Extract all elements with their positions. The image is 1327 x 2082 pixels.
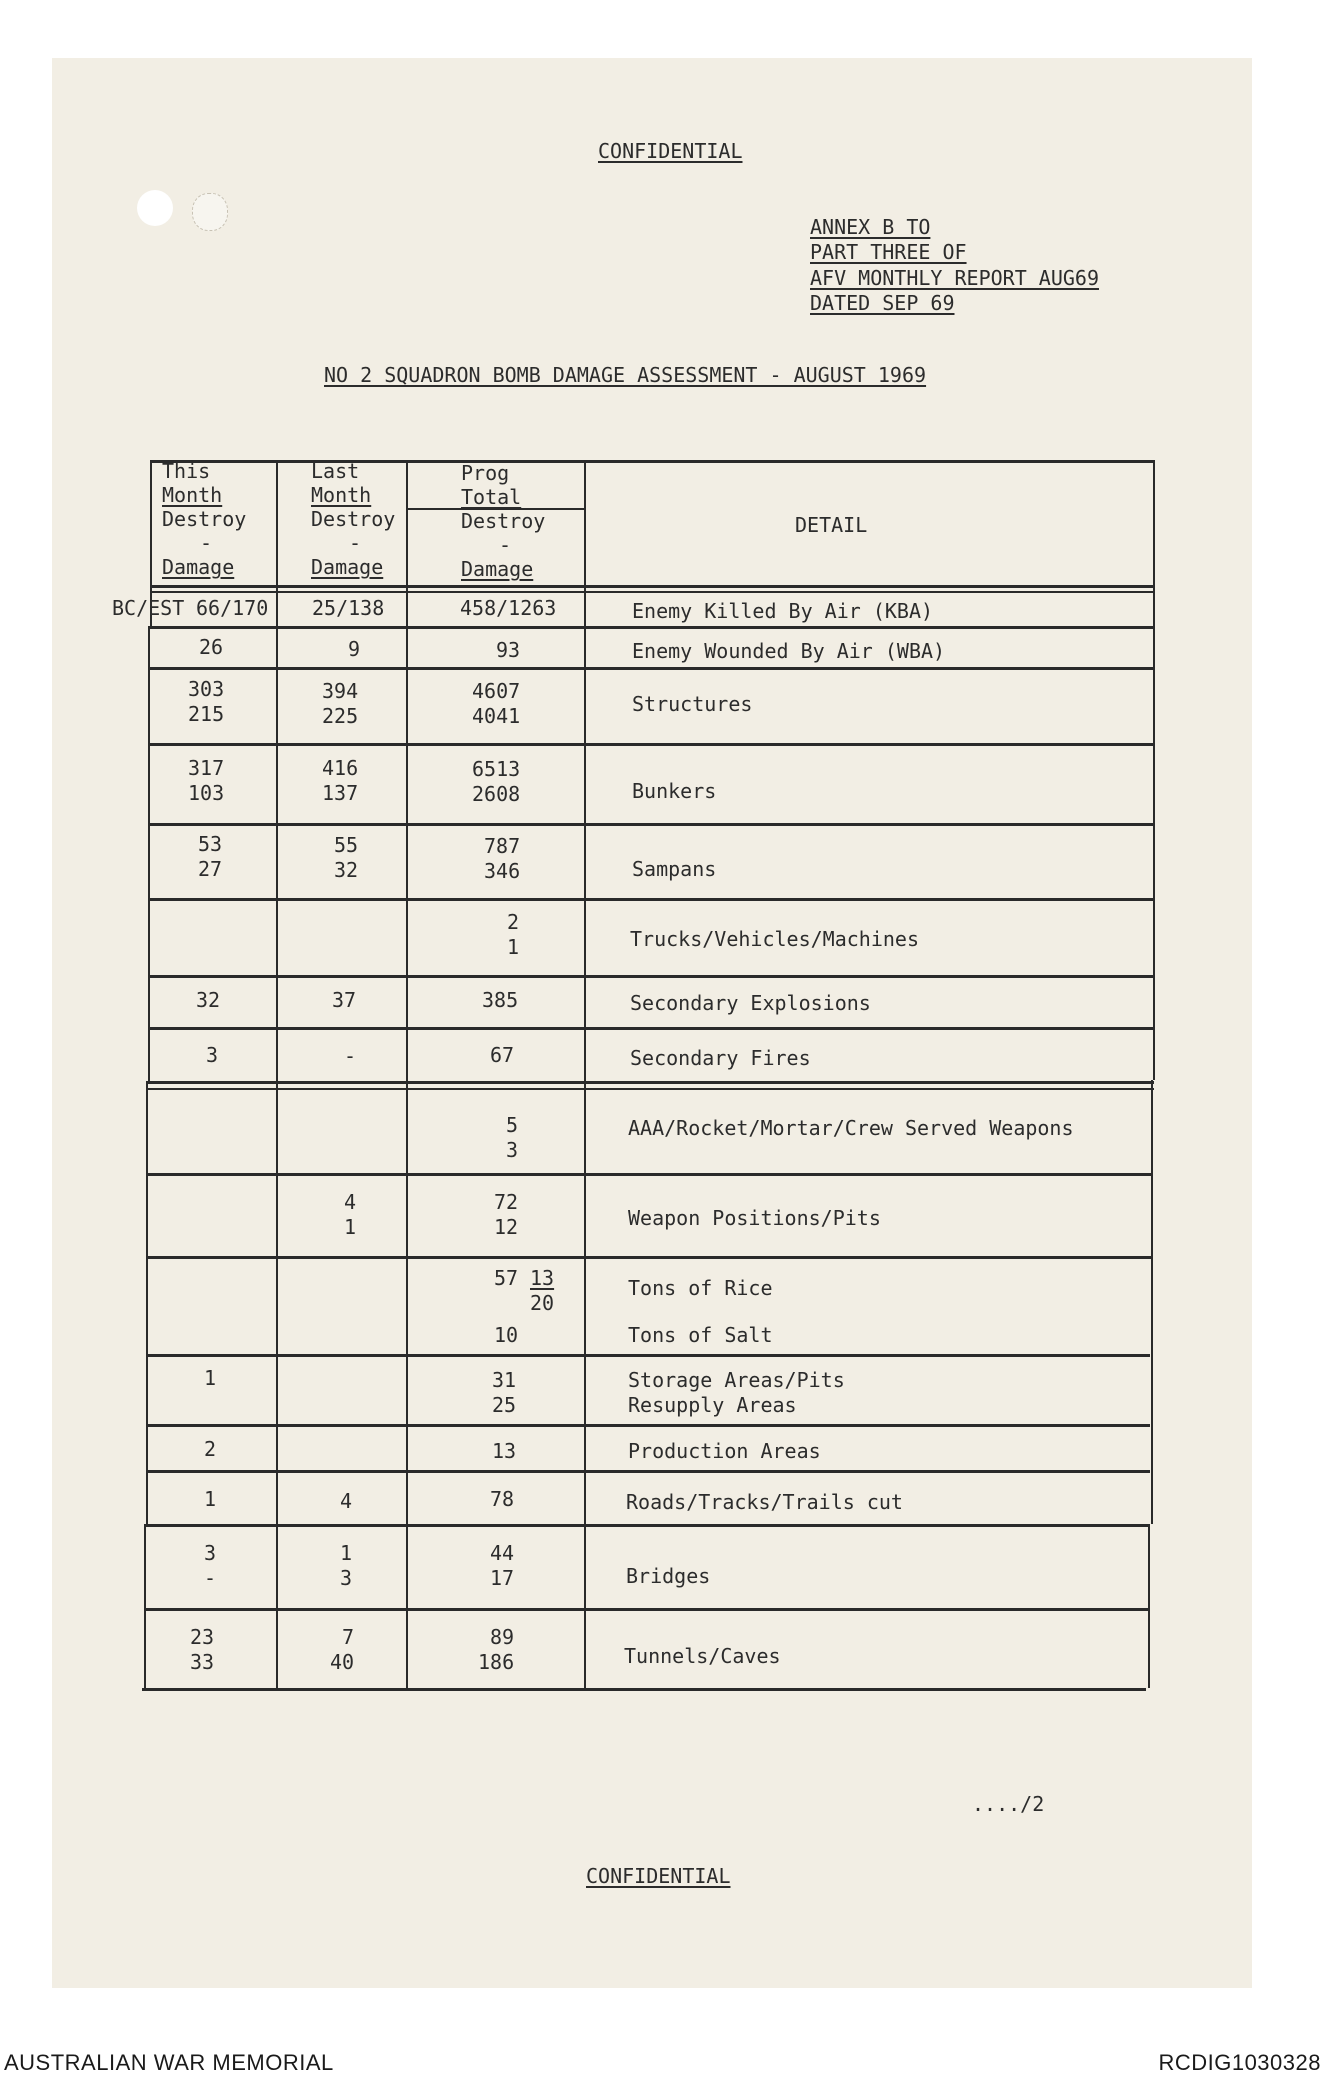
column-header-prog-total bbox=[461, 461, 545, 581]
cell-this-month: 3 bbox=[206, 1043, 219, 1067]
cell-detail: Secondary Explosions bbox=[630, 991, 871, 1015]
value: 4041 bbox=[472, 704, 521, 728]
cell-detail: Sampans bbox=[632, 857, 717, 881]
header-rule bbox=[150, 585, 1154, 588]
row-divider bbox=[148, 823, 1154, 826]
value: 17 bbox=[490, 1566, 515, 1590]
torn-punch-hole bbox=[192, 193, 228, 231]
continuation-mark: ..../2 bbox=[972, 1792, 1045, 1816]
row-divider bbox=[146, 1470, 1150, 1473]
table-border-top bbox=[150, 460, 1154, 463]
value: 7 bbox=[342, 1625, 355, 1649]
header-text: Destroy bbox=[311, 507, 396, 531]
column-header-this-month bbox=[162, 459, 246, 579]
header-rule-double bbox=[150, 591, 1154, 593]
column-divider bbox=[276, 460, 278, 1688]
archive-caption-left: AUSTRALIAN WAR MEMORIAL bbox=[4, 2050, 334, 2075]
annex-line: AFV MONTHLY REPORT AUG69 bbox=[810, 266, 1099, 290]
column-divider bbox=[406, 460, 408, 1688]
value: 416 bbox=[322, 756, 359, 780]
cell-prog-total-rice: 57 bbox=[494, 1266, 519, 1290]
punch-hole bbox=[137, 190, 173, 226]
cell-prog-total bbox=[490, 1541, 514, 1591]
row-divider bbox=[144, 1608, 1148, 1611]
value: 3 bbox=[506, 1138, 519, 1162]
cell-prog-total bbox=[494, 1190, 518, 1240]
value: 27 bbox=[198, 857, 223, 881]
value: 25 bbox=[492, 1393, 517, 1417]
cell-detail: Tons of Rice bbox=[628, 1276, 773, 1300]
header-text: Total bbox=[461, 485, 522, 509]
value: 23 bbox=[190, 1625, 215, 1649]
header-text: Destroy bbox=[461, 509, 546, 533]
header-text: Destroy bbox=[162, 507, 247, 531]
cell-prog-total-salt: 10 bbox=[494, 1323, 519, 1347]
value: 137 bbox=[322, 781, 359, 805]
value: 12 bbox=[494, 1215, 519, 1239]
value: 1 bbox=[344, 1215, 357, 1239]
table-border-right bbox=[1153, 460, 1155, 1080]
cell-prog-total bbox=[506, 1113, 518, 1163]
value: 32 bbox=[334, 858, 359, 882]
value: 1 bbox=[340, 1541, 353, 1565]
cell-detail: AAA/Rocket/Mortar/Crew Served Weapons bbox=[628, 1116, 1074, 1140]
cell-prog-total-rice-fraction-denominator: 20 bbox=[530, 1291, 555, 1315]
cell-prog-total: 93 bbox=[496, 638, 521, 662]
annex-line: PART THREE OF bbox=[810, 240, 967, 264]
value: 44 bbox=[490, 1541, 515, 1565]
cell-detail: Enemy Wounded By Air (WBA) bbox=[632, 639, 946, 663]
section-rule bbox=[148, 1081, 1154, 1084]
cell-prog-total: 67 bbox=[490, 1043, 515, 1067]
cell-detail: Roads/Tracks/Trails cut bbox=[626, 1490, 903, 1514]
report-title: NO 2 SQUADRON BOMB DAMAGE ASSESSMENT - AUGUST 1969 bbox=[324, 363, 927, 387]
value: 303 bbox=[188, 677, 225, 701]
cell-prog-total bbox=[492, 1368, 516, 1418]
cell-this-month bbox=[188, 756, 224, 806]
table-border-right bbox=[1151, 1080, 1153, 1524]
document-page bbox=[52, 58, 1252, 1988]
row-divider bbox=[148, 898, 1154, 901]
value: 31 bbox=[492, 1368, 517, 1392]
row-divider bbox=[148, 743, 1154, 746]
value: 89 bbox=[490, 1625, 515, 1649]
cell-this-month bbox=[188, 677, 224, 727]
header-text: - bbox=[200, 531, 213, 555]
value: Resupply Areas bbox=[628, 1393, 797, 1417]
cell-this-month: 66/170 bbox=[196, 596, 269, 620]
classification-top: CONFIDENTIAL bbox=[598, 139, 743, 163]
table-border-left bbox=[144, 1524, 146, 1688]
value: 186 bbox=[478, 1650, 515, 1674]
value: 55 bbox=[334, 833, 359, 857]
row-divider bbox=[146, 1354, 1150, 1357]
value: 4 bbox=[344, 1190, 357, 1214]
value: 3 bbox=[204, 1541, 217, 1565]
cell-this-month bbox=[198, 832, 222, 882]
cell-last-month bbox=[322, 756, 358, 806]
header-text: Damage bbox=[311, 555, 384, 579]
cell-detail: Weapon Positions/Pits bbox=[628, 1206, 881, 1230]
cell-prog-total bbox=[507, 910, 519, 960]
value: 53 bbox=[198, 832, 223, 856]
value: 346 bbox=[484, 859, 521, 883]
header-text: - bbox=[349, 531, 362, 555]
cell-prog-total bbox=[472, 757, 520, 807]
cell-prog-total-rice-fraction-numerator: 13 bbox=[530, 1266, 555, 1290]
cell-last-month bbox=[340, 1541, 352, 1591]
row-divider bbox=[148, 975, 1154, 978]
table-border-right bbox=[1148, 1524, 1150, 1688]
value: Storage Areas/Pits bbox=[628, 1368, 845, 1392]
cell-detail: Bunkers bbox=[632, 779, 717, 803]
cell-detail bbox=[628, 1368, 845, 1418]
value: 215 bbox=[188, 702, 225, 726]
cell-detail: Tunnels/Caves bbox=[624, 1644, 781, 1668]
header-text: - bbox=[499, 533, 512, 557]
value: 787 bbox=[484, 834, 521, 858]
cell-detail: Enemy Killed By Air (KBA) bbox=[632, 599, 934, 623]
cell-prog-total: 13 bbox=[492, 1439, 517, 1463]
archive-caption-right: RCDIG1030328 bbox=[1158, 2050, 1321, 2075]
row-divider bbox=[146, 1173, 1152, 1176]
classification-bottom: CONFIDENTIAL bbox=[586, 1864, 731, 1888]
cell-this-month: 2 bbox=[204, 1437, 217, 1461]
cell-last-month bbox=[330, 1625, 354, 1675]
cell-this-month: 32 bbox=[196, 988, 221, 1012]
cell-this-month: 1 bbox=[204, 1487, 217, 1511]
table-border-left bbox=[148, 626, 150, 1081]
cell-detail: Production Areas bbox=[628, 1439, 821, 1463]
cell-last-month bbox=[334, 833, 358, 883]
header-text: This bbox=[162, 459, 211, 483]
cell-last-month: - bbox=[344, 1044, 357, 1068]
value: 3 bbox=[340, 1566, 353, 1590]
section-rule-double bbox=[148, 1088, 1154, 1090]
kba-prefix: BC/EST bbox=[112, 596, 185, 620]
cell-prog-total bbox=[478, 1625, 514, 1675]
cell-last-month: 4 bbox=[340, 1489, 353, 1513]
cell-this-month: 26 bbox=[199, 635, 224, 659]
cell-this-month bbox=[204, 1541, 216, 1591]
value: 6513 bbox=[472, 757, 521, 781]
cell-this-month bbox=[190, 1625, 214, 1675]
row-divider bbox=[146, 1256, 1152, 1259]
value: 5 bbox=[506, 1113, 519, 1137]
value: 33 bbox=[190, 1650, 215, 1674]
header-text: Damage bbox=[162, 555, 235, 579]
value: 225 bbox=[322, 704, 359, 728]
value: 72 bbox=[494, 1190, 519, 1214]
column-header-last-month bbox=[311, 459, 395, 579]
row-divider bbox=[146, 1424, 1150, 1427]
annex-line: ANNEX B TO bbox=[810, 215, 931, 239]
header-text: Prog bbox=[461, 461, 510, 485]
cell-prog-total: 458/1263 bbox=[460, 596, 557, 620]
column-divider bbox=[584, 460, 586, 1688]
row-divider bbox=[148, 667, 1154, 670]
cell-prog-total bbox=[484, 834, 520, 884]
row-divider bbox=[144, 1524, 1148, 1527]
row-divider bbox=[148, 1027, 1154, 1030]
value: 4607 bbox=[472, 679, 521, 703]
value: - bbox=[204, 1566, 217, 1590]
cell-last-month bbox=[322, 679, 358, 729]
cell-last-month: 9 bbox=[348, 637, 361, 661]
cell-last-month bbox=[344, 1190, 356, 1240]
cell-prog-total bbox=[472, 679, 520, 729]
table-border-bottom bbox=[142, 1688, 1146, 1691]
header-text: Damage bbox=[461, 557, 534, 581]
cell-this-month: 1 bbox=[204, 1366, 217, 1390]
row-divider bbox=[148, 626, 1154, 629]
cell-detail: Trucks/Vehicles/Machines bbox=[630, 927, 919, 951]
value: 1 bbox=[507, 935, 520, 959]
header-text: Month bbox=[311, 483, 372, 507]
header-text: Last bbox=[311, 459, 360, 483]
cell-prog-total: 78 bbox=[490, 1487, 515, 1511]
cell-prog-total: 385 bbox=[482, 988, 519, 1012]
annex-line: DATED SEP 69 bbox=[810, 291, 955, 315]
value: 103 bbox=[188, 781, 225, 805]
value: 2 bbox=[507, 910, 520, 934]
cell-detail: Secondary Fires bbox=[630, 1046, 811, 1070]
cell-last-month: 25/138 bbox=[312, 596, 385, 620]
cell-detail: Bridges bbox=[626, 1564, 711, 1588]
value: 2608 bbox=[472, 782, 521, 806]
column-header-detail: DETAIL bbox=[795, 513, 868, 537]
value: 40 bbox=[330, 1650, 355, 1674]
value: 394 bbox=[322, 679, 359, 703]
cell-detail: Structures bbox=[632, 692, 753, 716]
cell-detail: Tons of Salt bbox=[628, 1323, 773, 1347]
header-text: Month bbox=[162, 483, 223, 507]
value: 317 bbox=[188, 756, 225, 780]
table-border-left bbox=[146, 1081, 148, 1524]
cell-last-month: 37 bbox=[332, 988, 357, 1012]
